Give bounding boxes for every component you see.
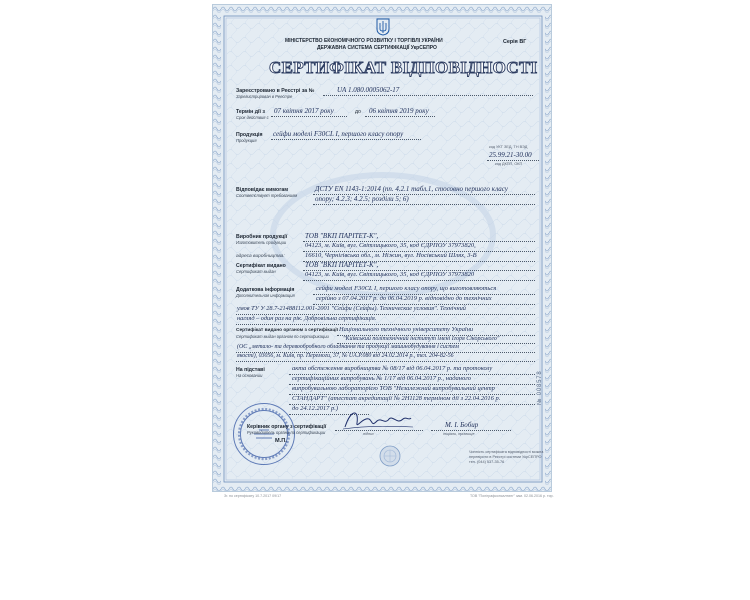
product-label: Продукція [236,132,263,138]
manufacturer-address: 04123, м. Київ, вул. Світлицького, 35, код ЄДРПОУ 37973820, [305,242,476,249]
certificate-title: СЕРТИФІКАТ ВІДПОВІДНОСТІ [269,58,538,77]
print-mark-left: Зг. по сертифікату 10.7.2017 09/17 [224,494,282,498]
product-code-label-2: код ДКПП, ОКП [495,162,523,166]
certification-body-line-4: якості), 03056, м. Київ, пр. Перемоги, 37, № UA.P.080 від 24.02.2014 р., тел. 204-82-56 [237,353,454,359]
additional-info-line-4: нагляд – один раз на рік. Добровільна сертифікація. [237,315,377,322]
validity-to-label: до [355,109,361,115]
requirements-line-2: опору; 4.2.3; 4.2.5; розділи 5; 6) [315,195,409,203]
ministry-title: МІНІСТЕРСТВО ЕКОНОМІЧНОГО РОЗВИТКУ І ТОРГІВЛІ УКРАЇНИ [285,38,443,44]
issued-to-name: ТОВ "ВКП ПАРІТЕТ-К", [305,261,379,269]
production-address-label: адреса виробництва: [236,254,285,259]
system-title: ДЕРЖАВНА СИСТЕМА СЕРТИФІКАЦІЇ УкрСЕПРО [317,45,437,51]
additional-info-label: Додаткова інформація [236,287,295,293]
series-label: Серія ВГ [503,39,527,45]
validity-label: Термін дії з [236,109,265,115]
manufacturer-label-ru: Изготовитель продукции [236,240,287,245]
additional-info-line-1: сейфи моделі F30CL I, першого класу опору, що виготовляються [316,285,497,292]
basis-label-ru: На основании [236,373,263,378]
basis-line-1: акта обстеження виробництва № 08/17 від 06.04.2017 р. та протоколу [292,365,493,372]
manufacturer-name: ТОВ "ВКП ПАРІТЕТ-К", [305,232,379,240]
registration-label-ru: Зарегистрирован в Реестре [236,94,293,99]
serial-number: № 008578 [537,370,543,405]
requirements-label: Відповідає вимогам [236,187,289,193]
validity-check-phone: тел. (044) 537-35-76 [469,460,505,464]
requirements-label-ru: Соответствует требованиям [236,193,298,198]
signature-label: підпис [363,432,375,436]
hologram-seal-icon [379,445,401,467]
issued-to-label: Сертифікат видано [236,263,286,269]
basis-label: На підставі [236,367,265,373]
head-of-body-label-ru: Руководитель органа по сертификации [247,430,326,435]
product-name: сейфи моделі F30CL I, першого класу опору [273,130,404,138]
print-mark-right: ТОВ "Поліграфконсалтинг" зам. 02.06.2016 р. тир. [470,494,554,498]
certification-body-line-1: Національного технічного університету України [339,326,474,333]
additional-info-line-3: умов ТУ У 28.7-21488112.001-2001 "Сейфи (Сейфы). Технические условия". Технічний [237,305,466,312]
production-address: 16610, Чернігівська обл., м. Ніжин, вул. Носівський Шлях, 3-В [305,252,477,259]
certification-body-label: Сертифікат видано органом з сертифікації [236,328,338,333]
requirements-line-1: ДСТУ EN 1143-1:2014 (пп. 4.2.1 табл.1, стосовно першого класу [315,185,508,193]
issued-to-label-ru: Сертификат выдан [236,269,276,274]
basis-line-2: сертифікаційних випробувань № 1/17 від 06.04.2017 р., наданого [292,375,472,382]
manufacturer-label: Виробник продукції [236,234,288,240]
validity-check-note-1: Чинність сертифіката відповідності можна [469,450,544,454]
certificate-document [212,4,552,492]
basis-line-4: СТАНДАРТ" (атестат акредитації № 2Н1128 терміном дії з 22.04.2016 р. [292,395,501,402]
additional-info-line-2: серійно з 07.04.2017 р. до 06.04.2019 р. відповідно до технічних [316,295,492,302]
head-name: М. І. Бобир [445,421,479,429]
registration-label: Зареєстровано в Реєстрі за № [236,88,315,94]
validity-to: 06 квітня 2019 року [369,107,429,115]
product-code: 25.99.21-30.00 [489,151,532,159]
certification-body-label-ru: Сертификат выдан органом по сертификации [236,334,329,339]
product-label-ru: Продукция [236,138,257,143]
validity-from: 07 квітня 2017 року [274,107,334,115]
basis-line-3: випробувальною лабораторією ТОВ "Незалежний випробувальний центр [292,385,495,392]
registration-number: UA 1.080.0005062-17 [337,86,400,94]
seal-place-label: М.П. [275,438,287,444]
validity-check-note-2: перевірити в Реєстрі системи УкрСЕПРО [469,455,542,459]
trident-emblem-icon [375,18,391,36]
validity-label-ru: Срок действия с [236,115,269,120]
product-code-label: код УКТ ЗЕД, ТН ВЭД [489,145,528,149]
additional-info-label-ru: Дополнительная информация [236,293,295,298]
issued-to-address: 04123, м. Київ, вул. Світлицького, 35, код ЄДРПОУ 37973820 [305,271,475,278]
basis-line-5: до 24.12.2017 р.) [292,405,339,412]
certification-body-line-2: "Київський політехнічний інститут імені Ігоря Сікорського" [343,336,500,342]
certification-body-line-3: (ОС „метало- та деревообробного обладнання та продукції машинобудування і систем [237,344,459,350]
head-name-label: ініціали, прізвище [443,432,475,436]
head-of-body-label: Керівник органу з сертифікації [247,424,327,430]
